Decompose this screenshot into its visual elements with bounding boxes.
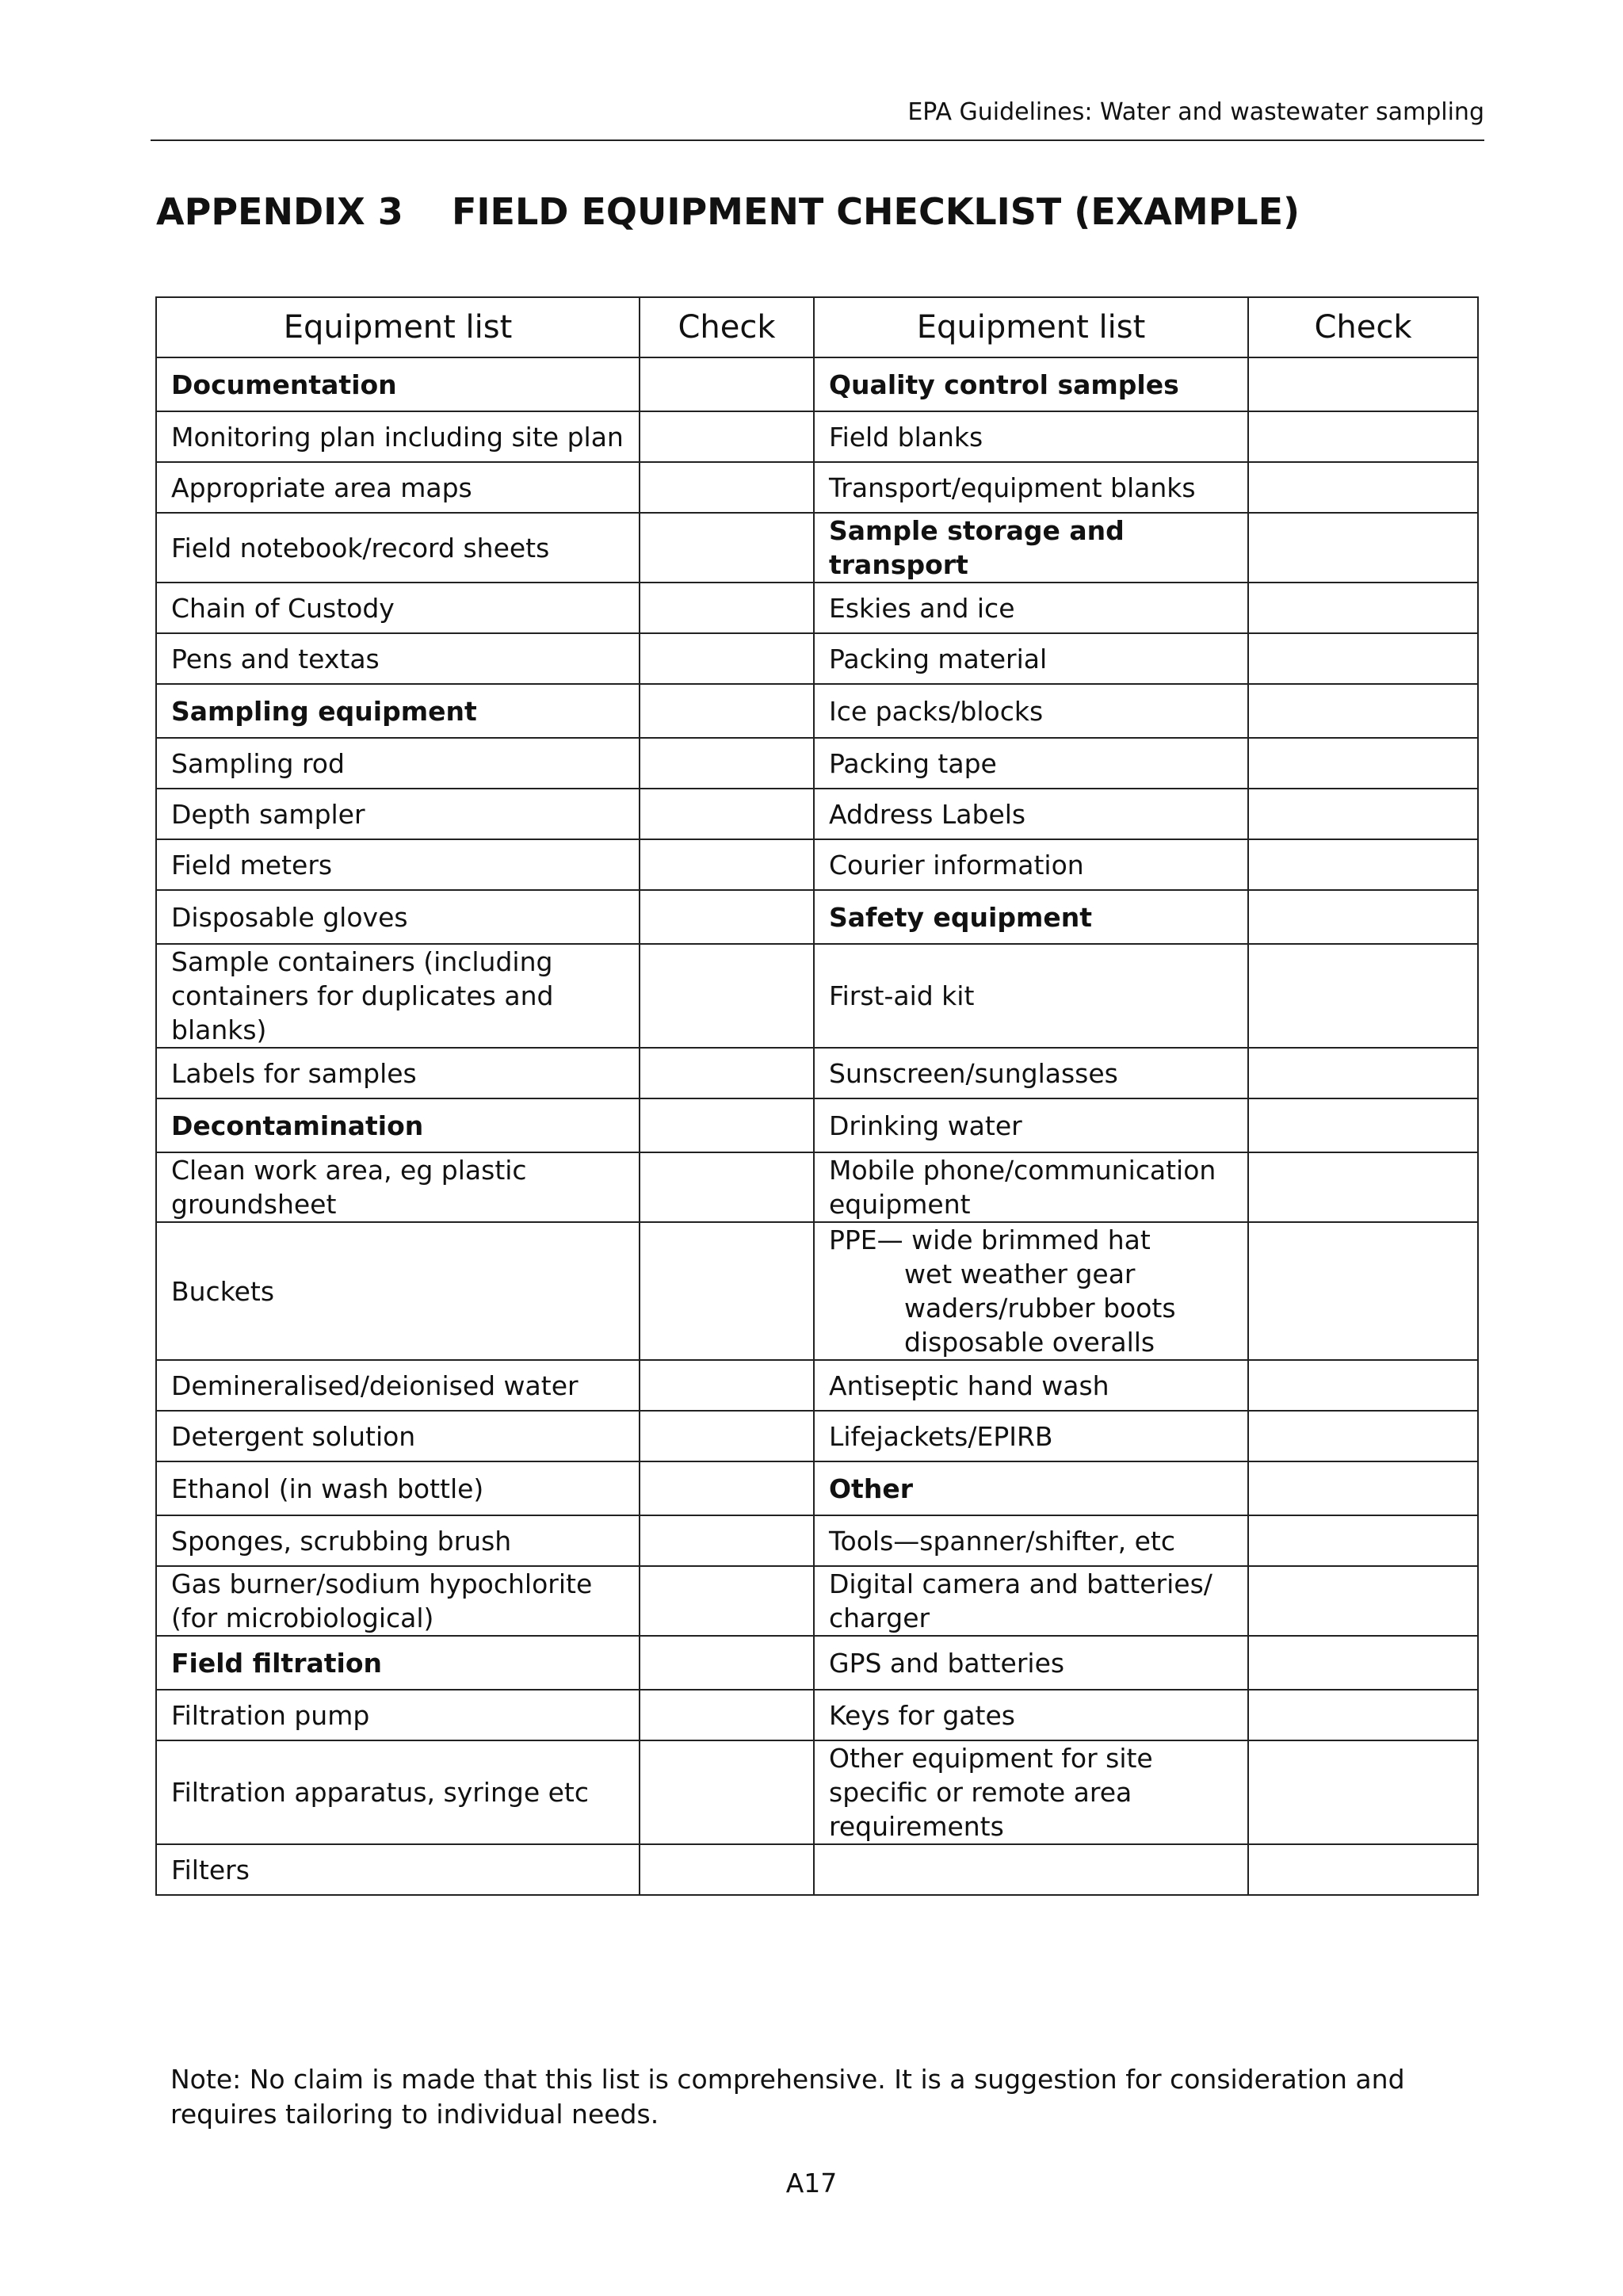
table-row bbox=[156, 411, 1478, 462]
check-cell[interactable] bbox=[1248, 513, 1478, 583]
table-row bbox=[156, 890, 1478, 944]
table-row bbox=[156, 1740, 1478, 1844]
check-cell[interactable] bbox=[1248, 633, 1478, 684]
equipment-item: Sponges, scrubbing brush bbox=[156, 1515, 640, 1566]
table-row bbox=[156, 1636, 1478, 1690]
page-number: A17 bbox=[785, 2168, 838, 2199]
ppe-item: PPE— wide brimmed hat bbox=[829, 1224, 1151, 1255]
column-header: Equipment list bbox=[156, 297, 640, 357]
equipment-item: Sunscreen/sunglasses bbox=[814, 1048, 1248, 1098]
table-row bbox=[156, 513, 1478, 583]
check-cell[interactable] bbox=[1248, 1636, 1478, 1690]
equipment-item: Filtration pump bbox=[156, 1690, 640, 1740]
equipment-item: Mobile phone/communication equipment bbox=[814, 1152, 1248, 1222]
check-cell[interactable] bbox=[640, 1636, 814, 1690]
equipment-item: Monitoring plan including site plan bbox=[156, 411, 640, 462]
check-cell[interactable] bbox=[640, 839, 814, 890]
table-row bbox=[156, 684, 1478, 738]
table-row bbox=[156, 1690, 1478, 1740]
check-cell[interactable] bbox=[640, 1515, 814, 1566]
section-heading: Other bbox=[814, 1461, 1248, 1515]
check-cell[interactable] bbox=[1248, 1098, 1478, 1152]
section-heading: Safety equipment bbox=[814, 890, 1248, 944]
check-cell[interactable] bbox=[640, 1566, 814, 1636]
equipment-item: Packing material bbox=[814, 633, 1248, 684]
table-row bbox=[156, 1411, 1478, 1461]
equipment-item: Ice packs/blocks bbox=[814, 684, 1248, 738]
equipment-item: Gas burner/sodium hypochlorite (for microbiological) bbox=[156, 1566, 640, 1636]
check-cell[interactable] bbox=[1248, 583, 1478, 633]
equipment-item: Filtration apparatus, syringe etc bbox=[156, 1740, 640, 1844]
check-cell[interactable] bbox=[640, 684, 814, 738]
equipment-item: Depth sampler bbox=[156, 789, 640, 839]
table-row bbox=[156, 1566, 1478, 1636]
check-cell[interactable] bbox=[640, 1740, 814, 1844]
check-cell[interactable] bbox=[640, 633, 814, 684]
table-row bbox=[156, 1844, 1478, 1895]
equipment-item: Detergent solution bbox=[156, 1411, 640, 1461]
equipment-item: Antiseptic hand wash bbox=[814, 1360, 1248, 1411]
table-row bbox=[156, 944, 1478, 1048]
check-cell[interactable] bbox=[1248, 1360, 1478, 1411]
check-cell[interactable] bbox=[1248, 357, 1478, 411]
note-text: Note: No claim is made that this list is comprehensive. It is a suggestion for consideration and requires tailoring to individual needs. bbox=[170, 2064, 1405, 2130]
appendix-number: APPENDIX 3 bbox=[156, 190, 403, 233]
ppe-subitem: waders/rubber boots bbox=[904, 1293, 1176, 1324]
equipment-item: Eskies and ice bbox=[814, 583, 1248, 633]
equipment-item: Appropriate area maps bbox=[156, 462, 640, 513]
table-row bbox=[156, 839, 1478, 890]
check-cell[interactable] bbox=[640, 462, 814, 513]
equipment-checklist-table bbox=[155, 296, 1479, 1896]
check-cell[interactable] bbox=[1248, 1222, 1478, 1360]
running-header: EPA Guidelines: Water and wastewater sampling bbox=[907, 98, 1484, 126]
check-cell[interactable] bbox=[640, 513, 814, 583]
table-row bbox=[156, 1360, 1478, 1411]
equipment-item: Pens and textas bbox=[156, 633, 640, 684]
check-cell[interactable] bbox=[1248, 1152, 1478, 1222]
ppe-subitem: wet weather gear bbox=[904, 1259, 1136, 1289]
table-row bbox=[156, 357, 1478, 411]
equipment-item: Courier information bbox=[814, 839, 1248, 890]
equipment-item: Buckets bbox=[156, 1222, 640, 1360]
check-cell[interactable] bbox=[640, 1411, 814, 1461]
table-row bbox=[156, 1152, 1478, 1222]
check-cell[interactable] bbox=[1248, 1048, 1478, 1098]
check-cell[interactable] bbox=[1248, 890, 1478, 944]
equipment-item: Keys for gates bbox=[814, 1690, 1248, 1740]
equipment-item: Chain of Custody bbox=[156, 583, 640, 633]
ppe-subitem: disposable overalls bbox=[904, 1327, 1155, 1358]
table-row bbox=[156, 583, 1478, 633]
equipment-item: Filters bbox=[156, 1844, 640, 1895]
table-row bbox=[156, 1222, 1478, 1360]
check-cell[interactable] bbox=[640, 1152, 814, 1222]
table-row bbox=[156, 1461, 1478, 1515]
check-cell[interactable] bbox=[640, 789, 814, 839]
section-heading: Documentation bbox=[156, 357, 640, 411]
equipment-item: Lifejackets/EPIRB bbox=[814, 1411, 1248, 1461]
check-cell[interactable] bbox=[640, 890, 814, 944]
equipment-item: Clean work area, eg plastic groundsheet bbox=[156, 1152, 640, 1222]
equipment-item: Digital camera and batteries/ charger bbox=[814, 1566, 1248, 1636]
section-heading: Quality control samples bbox=[814, 357, 1248, 411]
page-title bbox=[156, 190, 1300, 233]
check-cell[interactable] bbox=[640, 1048, 814, 1098]
check-cell[interactable] bbox=[640, 411, 814, 462]
check-cell[interactable] bbox=[1248, 1566, 1478, 1636]
check-cell[interactable] bbox=[640, 1844, 814, 1895]
equipment-item: Labels for samples bbox=[156, 1048, 640, 1098]
table-header-row bbox=[156, 297, 1478, 357]
column-header: Check bbox=[1248, 297, 1478, 357]
check-cell[interactable] bbox=[1248, 1844, 1478, 1895]
check-cell[interactable] bbox=[1248, 1461, 1478, 1515]
check-cell[interactable] bbox=[1248, 944, 1478, 1048]
equipment-item: Transport/equipment blanks bbox=[814, 462, 1248, 513]
check-cell[interactable] bbox=[640, 738, 814, 789]
equipment-item: First-aid kit bbox=[814, 944, 1248, 1048]
check-cell[interactable] bbox=[1248, 1411, 1478, 1461]
table-row bbox=[156, 1048, 1478, 1098]
equipment-item: Disposable gloves bbox=[156, 890, 640, 944]
equipment-item bbox=[814, 1844, 1248, 1895]
equipment-item: Demineralised/deionised water bbox=[156, 1360, 640, 1411]
check-cell[interactable] bbox=[640, 583, 814, 633]
equipment-item: Sample containers (including containers for duplicates and blanks) bbox=[156, 944, 640, 1048]
check-cell[interactable] bbox=[640, 357, 814, 411]
equipment-item: Address Labels bbox=[814, 789, 1248, 839]
check-cell[interactable] bbox=[1248, 1515, 1478, 1566]
equipment-item: Packing tape bbox=[814, 738, 1248, 789]
check-cell[interactable] bbox=[1248, 789, 1478, 839]
check-cell[interactable] bbox=[1248, 1740, 1478, 1844]
header-rule bbox=[151, 139, 1484, 141]
section-heading: Field filtration bbox=[156, 1636, 640, 1690]
check-cell[interactable] bbox=[640, 1360, 814, 1411]
check-cell[interactable] bbox=[1248, 1690, 1478, 1740]
equipment-item: Tools—spanner/shifter, etc bbox=[814, 1515, 1248, 1566]
check-cell[interactable] bbox=[1248, 839, 1478, 890]
section-heading: Decontamination bbox=[156, 1098, 640, 1152]
equipment-item: Ethanol (in wash bottle) bbox=[156, 1461, 640, 1515]
equipment-item: Field notebook/record sheets bbox=[156, 513, 640, 583]
check-cell[interactable] bbox=[640, 1222, 814, 1360]
check-cell[interactable] bbox=[1248, 411, 1478, 462]
check-cell[interactable] bbox=[1248, 738, 1478, 789]
equipment-item: Sampling rod bbox=[156, 738, 640, 789]
column-header: Equipment list bbox=[814, 297, 1248, 357]
column-header: Check bbox=[640, 297, 814, 357]
equipment-item: Field meters bbox=[156, 839, 640, 890]
section-heading: Sampling equipment bbox=[156, 684, 640, 738]
check-cell[interactable] bbox=[1248, 462, 1478, 513]
table-row bbox=[156, 462, 1478, 513]
equipment-item: GPS and batteries bbox=[814, 1636, 1248, 1690]
appendix-title: FIELD EQUIPMENT CHECKLIST (EXAMPLE) bbox=[452, 190, 1300, 233]
check-cell[interactable] bbox=[640, 1690, 814, 1740]
checklist-body bbox=[156, 357, 1478, 1895]
check-cell[interactable] bbox=[640, 1098, 814, 1152]
equipment-item: Field blanks bbox=[814, 411, 1248, 462]
check-cell[interactable] bbox=[640, 1461, 814, 1515]
check-cell[interactable] bbox=[640, 944, 814, 1048]
table-row bbox=[156, 1098, 1478, 1152]
equipment-item: Other equipment for site specific or remote area requirements bbox=[814, 1740, 1248, 1844]
equipment-item: Drinking water bbox=[814, 1098, 1248, 1152]
table-row bbox=[156, 738, 1478, 789]
equipment-item bbox=[814, 1222, 1248, 1360]
table-row bbox=[156, 789, 1478, 839]
check-cell[interactable] bbox=[1248, 684, 1478, 738]
table-row bbox=[156, 1515, 1478, 1566]
section-heading: Sample storage and transport bbox=[814, 513, 1248, 583]
table-row bbox=[156, 633, 1478, 684]
